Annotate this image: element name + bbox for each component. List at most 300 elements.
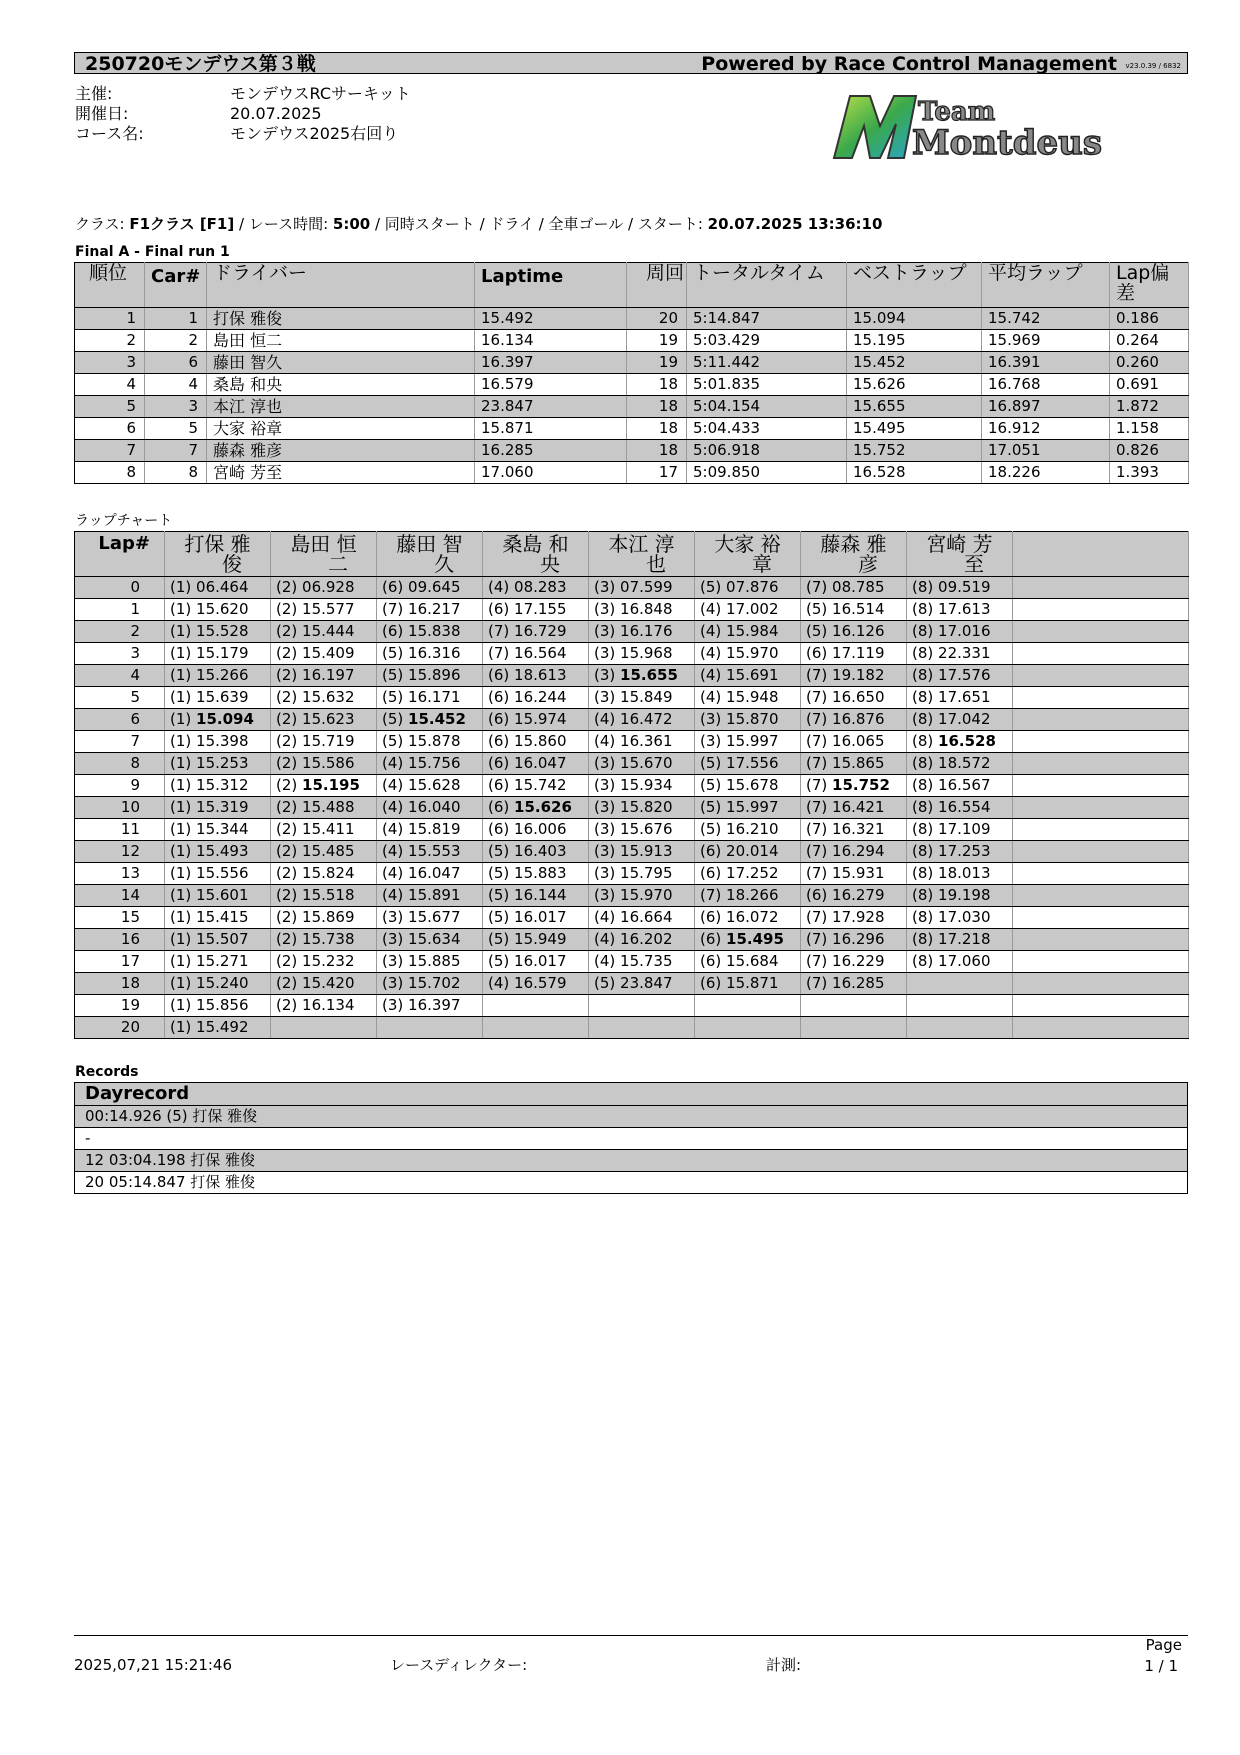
lap-time: 16.554: [938, 798, 991, 816]
lap-cell: [271, 995, 377, 1017]
lap-time: 15.507: [196, 930, 249, 948]
lap-position: (4): [382, 864, 404, 882]
race-director-label: レースディレクター:: [390, 1656, 528, 1674]
lap-time: 17.253: [938, 842, 991, 860]
lap-cell: [589, 819, 695, 841]
lap-cell: [483, 797, 589, 819]
lap-number: 7: [75, 731, 165, 753]
driver-name-line1: 藤森 雅: [820, 532, 887, 556]
team-montdeus-logo: [830, 92, 1170, 162]
result-avg: 15.969: [982, 330, 1110, 352]
lap-cell: [801, 577, 907, 599]
lap-number: 2: [75, 621, 165, 643]
lap-row: [75, 907, 1189, 929]
lap-cell: [377, 951, 483, 973]
organizer-label: 主催:: [75, 84, 113, 103]
lap-time: 15.913: [620, 842, 673, 860]
lap-time: 16.047: [514, 754, 567, 772]
lap-position: (7): [806, 820, 828, 838]
lap-time: 15.495: [726, 930, 784, 948]
lap-cell: [165, 599, 271, 621]
lap-time: 15.869: [302, 908, 355, 926]
lap-time: 15.444: [302, 622, 355, 640]
lap-cell: [271, 951, 377, 973]
lap-time: 16.294: [832, 842, 885, 860]
lap-time: 16.664: [620, 908, 673, 926]
lap-cell: [907, 621, 1013, 643]
lap-position: (7): [806, 974, 828, 992]
lap-position: (1): [170, 820, 192, 838]
lap-chart-header-row: [75, 532, 1189, 577]
result-avg: 16.391: [982, 352, 1110, 374]
logo-team-text: Team: [918, 97, 996, 127]
final-title: Final A - Final run 1: [75, 244, 230, 260]
lap-position: (4): [700, 688, 722, 706]
result-avg: 16.768: [982, 374, 1110, 396]
course-label: コース名:: [75, 124, 144, 143]
col-driver-5: [589, 532, 695, 577]
lap-time: 15.824: [302, 864, 355, 882]
lap-position: (8): [912, 842, 934, 860]
lap-position: (6): [488, 600, 510, 618]
result-laptime: 15.492: [475, 308, 627, 330]
lap-position: (1): [170, 908, 192, 926]
lap-time: 17.651: [938, 688, 991, 706]
lap-cell: [483, 753, 589, 775]
lap-cell: [377, 665, 483, 687]
lap-position: (3): [382, 974, 404, 992]
lap-time: 15.795: [620, 864, 673, 882]
lap-time: 15.949: [514, 930, 567, 948]
lap-cell: [695, 643, 801, 665]
lap-cell: [589, 929, 695, 951]
lap-cell: [377, 841, 483, 863]
driver-name-line1: 宮崎 芳: [926, 532, 993, 556]
result-laps: 18: [627, 374, 687, 396]
lap-cell: [271, 819, 377, 841]
lap-cell: [271, 709, 377, 731]
lap-filler: [1013, 929, 1189, 951]
lap-time: 16.421: [832, 798, 885, 816]
col-driver-3: [377, 532, 483, 577]
lap-time: 15.970: [620, 886, 673, 904]
course-value: モンデウス2025右回り: [230, 124, 399, 143]
lap-position: (4): [594, 710, 616, 728]
lap-cell: [483, 973, 589, 995]
lap-cell: [695, 687, 801, 709]
lap-time: 15.586: [302, 754, 355, 772]
lap-cell: [377, 687, 483, 709]
lap-cell: [377, 995, 483, 1017]
lap-position: (5): [700, 798, 722, 816]
lap-row: [75, 775, 1189, 797]
lap-position: (2): [276, 732, 298, 750]
lap-cell: [589, 709, 695, 731]
lap-position: (7): [382, 600, 404, 618]
lap-filler: [1013, 1017, 1189, 1039]
lap-filler: [1013, 885, 1189, 907]
lap-time: 19.182: [832, 666, 885, 684]
result-car: 8: [145, 462, 207, 484]
result-car: 2: [145, 330, 207, 352]
lap-position: (1): [170, 710, 192, 728]
lap-position: (1): [170, 776, 192, 794]
page-label: Page: [1145, 1636, 1182, 1654]
lap-filler: [1013, 995, 1189, 1017]
lap-position: (7): [806, 842, 828, 860]
driver-name-line2: 久: [434, 552, 454, 576]
lap-position: (3): [700, 732, 722, 750]
result-car: 1: [145, 308, 207, 330]
lap-time: 15.266: [196, 666, 249, 684]
lap-cell: [801, 665, 907, 687]
col-driver-2: [271, 532, 377, 577]
lap-position: (7): [806, 688, 828, 706]
lap-time: 16.040: [408, 798, 461, 816]
lap-cell: [377, 907, 483, 929]
result-laptime: 16.579: [475, 374, 627, 396]
lap-time: 16.403: [514, 842, 567, 860]
logo-montdeus-text: Montdeus: [912, 123, 1103, 162]
lap-time: 16.017: [514, 952, 567, 970]
lap-time: 15.518: [302, 886, 355, 904]
record-row: [75, 1150, 1188, 1172]
lap-cell: [165, 907, 271, 929]
lap-time: 16.285: [832, 974, 885, 992]
result-car: 4: [145, 374, 207, 396]
lap-cell: [483, 863, 589, 885]
result-best: 15.752: [847, 440, 982, 462]
lap-cell: [165, 929, 271, 951]
result-best: 15.452: [847, 352, 982, 374]
lap-time: 06.928: [302, 578, 355, 596]
lap-cell: [483, 885, 589, 907]
record-row: [75, 1172, 1188, 1194]
lap-time: 17.016: [938, 622, 991, 640]
lap-cell: [165, 973, 271, 995]
lap-time: 23.847: [620, 974, 673, 992]
lap-position: (7): [806, 798, 828, 816]
lap-time: 15.838: [408, 622, 461, 640]
lap-time: 15.312: [196, 776, 249, 794]
lap-time: 15.684: [726, 952, 779, 970]
lap-row: [75, 709, 1189, 731]
lap-position: (8): [912, 710, 934, 728]
lap-time: 20.014: [726, 842, 779, 860]
lap-time: 16.006: [514, 820, 567, 838]
event-title: 250720モンデウス第３戦: [85, 53, 316, 75]
lap-number: 13: [75, 863, 165, 885]
lap-position: (7): [700, 886, 722, 904]
lap-position: (4): [488, 974, 510, 992]
lap-time: 15.948: [726, 688, 779, 706]
result-laps: 19: [627, 352, 687, 374]
lap-position: (3): [594, 644, 616, 662]
lap-position: (2): [276, 908, 298, 926]
lap-position: (6): [488, 798, 510, 816]
lap-time: 15.632: [302, 688, 355, 706]
lap-position: (5): [488, 930, 510, 948]
lap-position: (5): [594, 974, 616, 992]
lap-position: (8): [912, 908, 934, 926]
lap-cell: [907, 885, 1013, 907]
lap-time: 15.492: [196, 1018, 249, 1036]
lap-cell: [589, 863, 695, 885]
lap-cell: [907, 819, 1013, 841]
lap-cell: [377, 819, 483, 841]
result-total: 5:14.847: [687, 308, 847, 330]
lap-position: (8): [912, 754, 934, 772]
lap-cell: [907, 665, 1013, 687]
lap-cell: [271, 599, 377, 621]
lap-position: (6): [488, 754, 510, 772]
result-best: 15.495: [847, 418, 982, 440]
lap-position: (2): [276, 666, 298, 684]
lap-position: (4): [594, 908, 616, 926]
lap-position: (1): [170, 622, 192, 640]
lap-time: 17.218: [938, 930, 991, 948]
lap-cell: [483, 687, 589, 709]
lap-row: [75, 599, 1189, 621]
result-avg: 17.051: [982, 440, 1110, 462]
lap-position: (1): [170, 732, 192, 750]
result-pos: 4: [75, 374, 145, 396]
lap-position: (8): [912, 600, 934, 618]
lap-cell: [907, 577, 1013, 599]
lap-time: 16.134: [302, 996, 355, 1014]
lap-position: (3): [594, 578, 616, 596]
result-dev: 1.393: [1110, 462, 1189, 484]
lap-row: [75, 621, 1189, 643]
result-driver: 桑島 和央: [207, 374, 475, 396]
driver-name-line2: 也: [646, 552, 666, 576]
col-best: ベストラップ: [847, 263, 982, 308]
lap-time: 15.420: [302, 974, 355, 992]
result-dev: 1.158: [1110, 418, 1189, 440]
result-best: 15.094: [847, 308, 982, 330]
lap-position: (8): [912, 798, 934, 816]
lap-cell: [801, 885, 907, 907]
lap-cell: [907, 995, 1013, 1017]
lap-filler: [1013, 863, 1189, 885]
lap-row: [75, 863, 1189, 885]
results-table: [74, 262, 1189, 484]
lap-time: 15.997: [726, 798, 779, 816]
page-number: 1 / 1: [1144, 1657, 1178, 1675]
lap-cell: [801, 819, 907, 841]
record-row: [75, 1128, 1188, 1150]
lap-row: [75, 951, 1189, 973]
lap-position: (4): [700, 644, 722, 662]
lap-position: (5): [700, 776, 722, 794]
lap-position: (5): [488, 886, 510, 904]
lap-position: (8): [912, 952, 934, 970]
result-driver: 藤森 雅彦: [207, 440, 475, 462]
record-row: [75, 1106, 1188, 1128]
lap-position: (8): [912, 578, 934, 596]
lap-position: (2): [276, 798, 298, 816]
lap-position: (7): [806, 930, 828, 948]
lap-position: (1): [170, 688, 192, 706]
lap-time: 17.252: [726, 864, 779, 882]
footer-divider: [74, 1635, 1188, 1636]
result-total: 5:11.442: [687, 352, 847, 374]
driver-name-line1: 打保 雅: [184, 532, 251, 556]
lap-row: [75, 995, 1189, 1017]
lap-position: (4): [700, 622, 722, 640]
result-pos: 2: [75, 330, 145, 352]
lap-chart-title: ラップチャート: [75, 513, 173, 529]
lap-position: (6): [700, 930, 722, 948]
lap-time: 15.195: [302, 776, 360, 794]
result-laptime: 16.397: [475, 352, 627, 374]
lap-time: 16.650: [832, 688, 885, 706]
lap-cell: [801, 599, 907, 621]
lap-time: 15.678: [726, 776, 779, 794]
col-avg: 平均ラップ: [982, 263, 1110, 308]
lap-cell: [377, 577, 483, 599]
lap-cell: [271, 577, 377, 599]
lap-time: 15.738: [302, 930, 355, 948]
lap-position: (5): [488, 864, 510, 882]
lap-time: 17.155: [514, 600, 567, 618]
lap-number: 11: [75, 819, 165, 841]
lap-time: 16.876: [832, 710, 885, 728]
lap-position: (7): [488, 644, 510, 662]
lap-time: 15.677: [408, 908, 461, 926]
lap-time: 17.576: [938, 666, 991, 684]
lap-time: 15.756: [408, 754, 461, 772]
lap-cell: [589, 951, 695, 973]
lap-cell: [483, 907, 589, 929]
lap-cell: [377, 885, 483, 907]
lap-position: (7): [806, 864, 828, 882]
lap-time: 15.819: [408, 820, 461, 838]
lap-position: (5): [382, 710, 404, 728]
lap-time: 16.197: [302, 666, 355, 684]
lap-position: (2): [276, 974, 298, 992]
lap-position: (6): [488, 820, 510, 838]
lap-time: 15.634: [408, 930, 461, 948]
lap-position: (2): [276, 688, 298, 706]
lap-time: 18.572: [938, 754, 991, 772]
result-dev: 0.186: [1110, 308, 1189, 330]
lap-position: (2): [276, 600, 298, 618]
lap-cell: [271, 885, 377, 907]
lap-cell: [695, 951, 801, 973]
lap-time: 16.397: [408, 996, 461, 1014]
lap-position: (2): [276, 820, 298, 838]
lap-time: 16.279: [832, 886, 885, 904]
lap-filler: [1013, 951, 1189, 973]
lap-cell: [377, 863, 483, 885]
lap-position: (5): [700, 820, 722, 838]
lap-cell: [271, 841, 377, 863]
lap-filler: [1013, 621, 1189, 643]
lap-cell: [165, 885, 271, 907]
driver-name-line1: 藤田 智: [396, 532, 463, 556]
lap-cell: [907, 643, 1013, 665]
lap-time: 15.735: [620, 952, 673, 970]
result-driver: 打保 雅俊: [207, 308, 475, 330]
lap-filler: [1013, 709, 1189, 731]
lap-position: (6): [488, 732, 510, 750]
lap-position: (2): [276, 644, 298, 662]
col-total: トータルタイム: [687, 263, 847, 308]
lap-cell: [907, 863, 1013, 885]
lap-time: 15.253: [196, 754, 249, 772]
result-best: 15.655: [847, 396, 982, 418]
result-laps: 20: [627, 308, 687, 330]
lap-cell: [695, 709, 801, 731]
result-row: [75, 352, 1189, 374]
result-pos: 7: [75, 440, 145, 462]
lap-cell: [271, 797, 377, 819]
lap-position: (5): [382, 666, 404, 684]
lap-position: (8): [912, 820, 934, 838]
lap-cell: [483, 995, 589, 1017]
result-total: 5:04.433: [687, 418, 847, 440]
lap-time: 07.599: [620, 578, 673, 596]
date-label: 開催日:: [75, 104, 129, 123]
lap-row: [75, 929, 1189, 951]
lap-time: 15.871: [726, 974, 779, 992]
lap-position: (1): [170, 1018, 192, 1036]
lap-cell: [907, 731, 1013, 753]
lap-time: 08.785: [832, 578, 885, 596]
lap-position: (4): [382, 842, 404, 860]
result-laptime: 16.285: [475, 440, 627, 462]
lap-position: (4): [594, 732, 616, 750]
result-pos: 5: [75, 396, 145, 418]
lap-filler: [1013, 819, 1189, 841]
lap-position: (7): [488, 622, 510, 640]
result-best: 15.626: [847, 374, 982, 396]
col-driver-7: [801, 532, 907, 577]
lap-cell: [271, 621, 377, 643]
lap-time: 15.974: [514, 710, 567, 728]
lap-cell: [695, 665, 801, 687]
lap-position: (4): [700, 666, 722, 684]
lap-position: (6): [488, 710, 510, 728]
result-avg: 15.742: [982, 308, 1110, 330]
lap-cell: [377, 709, 483, 731]
lap-position: (6): [700, 952, 722, 970]
lap-cell: [801, 995, 907, 1017]
lap-time: 15.702: [408, 974, 461, 992]
lap-time: 15.094: [196, 710, 254, 728]
lap-number: 10: [75, 797, 165, 819]
lap-cell: [271, 1017, 377, 1039]
result-dev: 1.872: [1110, 396, 1189, 418]
lap-cell: [907, 753, 1013, 775]
result-laptime: 16.134: [475, 330, 627, 352]
lap-position: (1): [170, 842, 192, 860]
lap-position: (8): [912, 776, 934, 794]
version-label: v23.0.39 / 6832: [1125, 62, 1181, 70]
lap-cell: [907, 797, 1013, 819]
lap-cell: [695, 863, 801, 885]
lap-number: 0: [75, 577, 165, 599]
lap-position: (5): [382, 644, 404, 662]
record-text: 20 05:14.847 打保 雅俊: [75, 1172, 1188, 1194]
lap-cell: [377, 599, 483, 621]
lap-time: 17.002: [726, 600, 779, 618]
lap-time: 16.176: [620, 622, 673, 640]
driver-name-line2: 二: [328, 552, 348, 576]
lap-number: 19: [75, 995, 165, 1017]
driver-name-line2: 俊: [222, 552, 242, 576]
